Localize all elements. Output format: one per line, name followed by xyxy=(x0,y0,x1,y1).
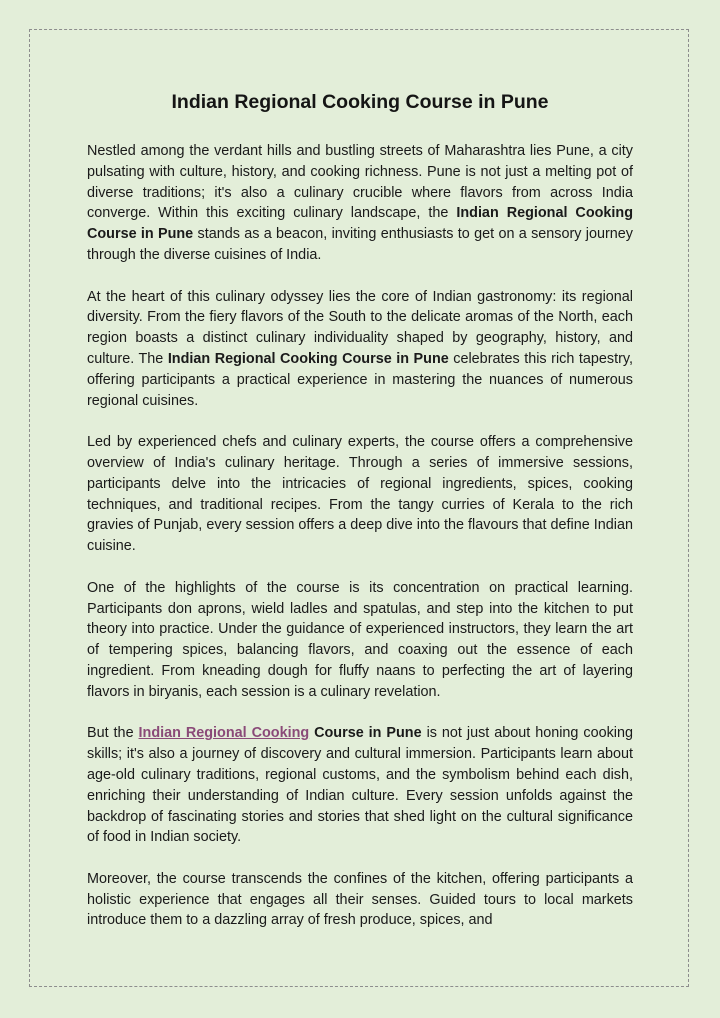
paragraph-4: One of the highlights of the course is its concentration on practical learning. Participants don aprons, wield ladles and spatulas, and step into the kitchen to put theory into practice. Under the guidance of experienced instructors, they learn the art of tempering spices, balancing flavors, and coaxing out the essence of each ingredient. From kneading dough for fluffy naans to perfecting the art of layering flavors in biryanis, each session is a culinary revelation. xyxy=(87,579,633,700)
bold-course-name: Indian Regional Cooking Course in Pune xyxy=(87,205,633,243)
paragraph-6: Moreover, the course transcends the confines of the kitchen, offering participants a holistic experience that engages all their senses. Guided tours to local markets introduce them to a dazzling array of fresh produce, spices, and xyxy=(87,870,633,929)
document-body xyxy=(87,86,633,931)
paragraph-3: Led by experienced chefs and culinary experts, the course offers a comprehensive overview of India's culinary heritage. Through a series of immersive sessions, participants delve into the intricacies of regional ingredients, spices, cooking techniques, and traditional recipes. From the tangy curries of Kerala to the rich gravies of Punjab, every session offers a deep dive into the flavours that define Indian cuisine. xyxy=(87,434,633,555)
bold-course-name: Indian Regional Cooking Course in Pune xyxy=(167,350,449,367)
paragraph-5: But the Indian Regional Cooking Course in Pune is not just about honing cooking skills; it's also a journey of discovery and cultural immersion. Participants learn about age-old culinary traditions, regional customs, and the symbolism behind each dish, enriching their understanding of Indian culture. Every session unfolds against the backdrop of fascinating stories and stories that shed light on the cultural significance of food in Indian society. xyxy=(87,725,634,846)
paragraph-1: Nestled among the verdant hills and bustling streets of Maharashtra lies Pune, a city pulsating with culture, history, and cooking richness. Pune is not just a melting pot of diverse traditions; it's also a culinary crucible where flavors from across India converge. Within this exciting culinary landscape, the Indian Regional Cooking Course in Pune stands as a beacon, inviting enthusiasts to get on a sensory journey through the diverse cuisines of India. xyxy=(87,143,633,263)
document-title: Indian Regional Cooking Course in Pune xyxy=(171,91,549,113)
course-link[interactable]: Indian Regional Cooking xyxy=(138,725,310,742)
paragraph-2: At the heart of this culinary odyssey lies the core of Indian gastronomy: its regional diversity. From the fiery flavors of the South to the delicate aromas of the North, each region boasts a distinct culinary individuality shaped by geography, history, and culture. The Indian Regional Cooking Course in Pune celebrates this rich tapestry, offering participants a practical experience in mastering the nuances of numerous regional cuisines. xyxy=(87,288,633,409)
bold-course-suffix: Course in Pune xyxy=(309,725,422,742)
